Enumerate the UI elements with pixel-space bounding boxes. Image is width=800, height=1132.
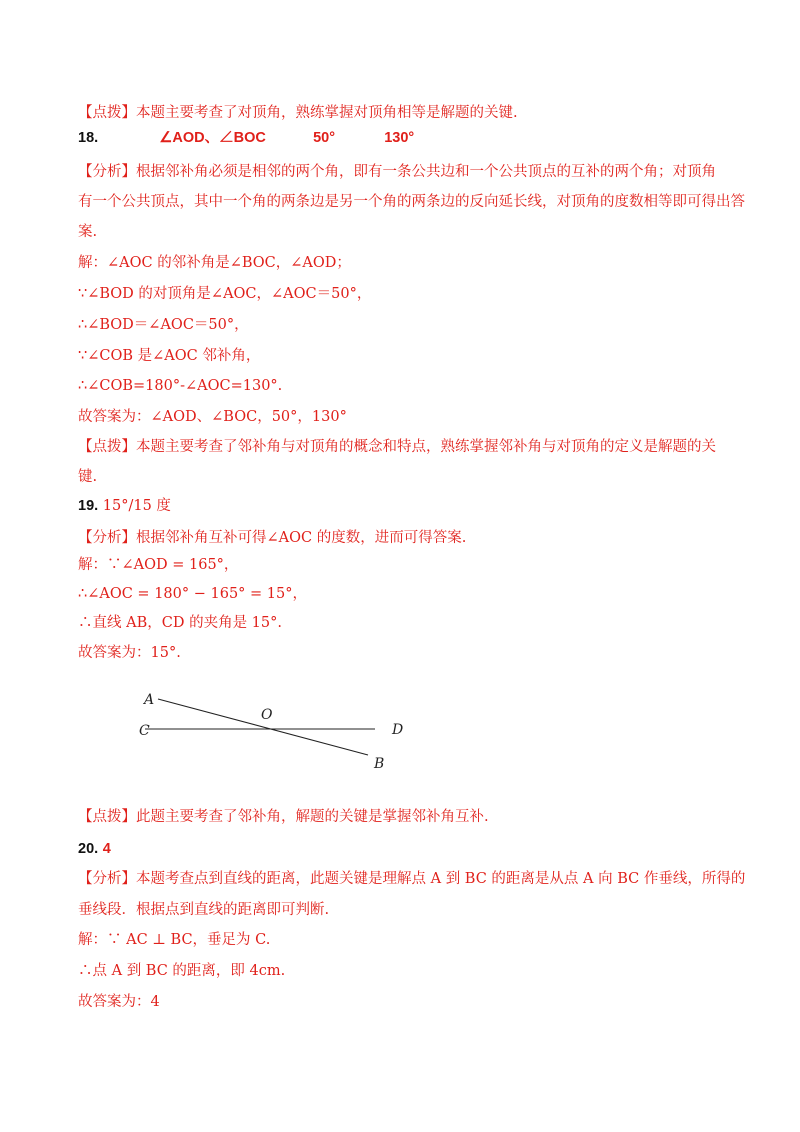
analysis-18-line3: 案. xyxy=(78,224,98,240)
analysis-20-line2: 垂线段．根据点到直线的距离即可判断. xyxy=(78,902,330,918)
analysis-18-line1: 【分析】根据邻补角必须是相邻的两个角，即有一条公共边和一个公共顶点的互补的两个角；对顶角 xyxy=(78,164,716,180)
tip-17: 【点拨】本题主要考查了对顶角，熟练掌握对顶角相等是解题的关键. xyxy=(78,105,518,121)
q20-answer: 4 xyxy=(102,841,111,857)
solution-20-line2: ∴点 A 到 BC 的距离，即 4cm. xyxy=(78,963,286,979)
solution-18-line2: ∵∠BOD 的对顶角是∠AOC，∠AOC＝50°， xyxy=(78,286,372,302)
tip-18-line1: 【点拨】本题主要考查了邻补角与对顶角的概念和特点，熟练掌握邻补角与对顶角的定义是解题的关 xyxy=(78,439,716,455)
tip-19: 【点拨】此题主要考查了邻补角，解题的关键是掌握邻补角互补. xyxy=(78,809,489,825)
analysis-19: 【分析】根据邻补角互补可得∠AOC 的度数，进而可得答案. xyxy=(78,530,467,546)
label-o: O xyxy=(261,707,273,723)
label-a: A xyxy=(144,692,155,708)
tip-18-line2: 键. xyxy=(78,469,98,485)
analysis-18-line2: 有一个公共顶点，其中一个角的两条边是另一个角的两条边的反向延长线，对顶角的度数相等即可得出答 xyxy=(78,194,745,210)
q18-answer-angles: ∠AOD、∠BOC xyxy=(159,130,266,146)
q19-number: 19. xyxy=(78,498,99,514)
q18-number: 18. xyxy=(78,130,99,146)
q19-answer-line xyxy=(78,496,171,516)
final-answer-19: 故答案为：15°. xyxy=(78,645,181,661)
solution-18-line4: ∵∠COB 是∠AOC 邻补角， xyxy=(78,348,261,364)
solution-18-line5: ∴∠COB=180°-∠AOC=130°. xyxy=(78,378,283,394)
solution-19-line1: 解：∵∠AOD = 165°， xyxy=(78,557,239,573)
geometry-figure xyxy=(130,688,420,778)
label-c: C xyxy=(139,723,150,739)
q18-answer-130: 130° xyxy=(384,130,415,146)
label-b: B xyxy=(374,756,385,772)
q20-number: 20. xyxy=(78,841,99,857)
solution-19-line3: ∴直线 AB，CD 的夹角是 15°. xyxy=(78,615,282,631)
final-answer-20: 故答案为：4 xyxy=(78,994,160,1010)
label-d: D xyxy=(392,722,404,738)
analysis-20-line1: 【分析】本题考查点到直线的距离，此题关键是理解点 A 到 BC 的距离是从点 A 向 BC 作垂线，所得的 xyxy=(78,871,746,887)
q18-answer-50: 50° xyxy=(313,130,335,146)
solution-18-line1: 解：∠AOC 的邻补角是∠BOC，∠AOD； xyxy=(78,255,351,271)
solution-20-line1: 解：∵ AC ⊥ BC，垂足为 C. xyxy=(78,932,271,948)
q19-answer: 15°/15 度 xyxy=(102,498,171,514)
q20-answer-line xyxy=(78,839,111,859)
solution-19-line2: ∴∠AOC = 180° − 165° = 15°， xyxy=(78,586,307,602)
q18-answer-line xyxy=(78,128,414,148)
solution-18-line3: ∴∠BOD＝∠AOC＝50°， xyxy=(78,317,249,333)
final-answer-18: 故答案为：∠AOD、∠BOC，50°，130° xyxy=(78,409,347,425)
